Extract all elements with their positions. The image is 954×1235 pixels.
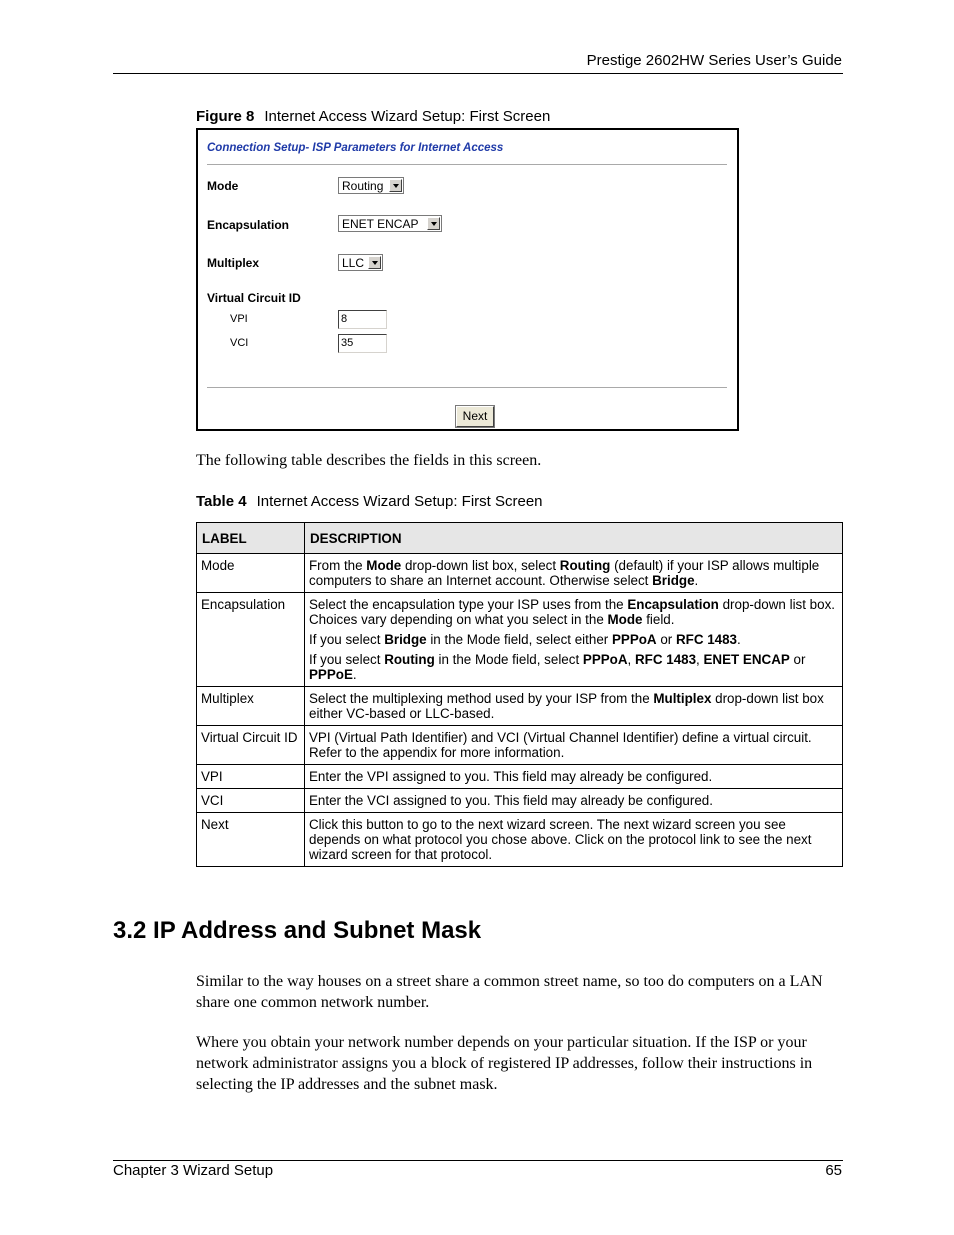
section-paragraph: Where you obtain your network number depends on your particular situation. If the ISP or your network administrator assigns you a block of registered IP addresses, follow their instructions in selecting the IP addresses and the subnet mask.: [196, 1034, 813, 1093]
footer-page-number: 65: [825, 1162, 842, 1179]
text-run: Enter the VPI assigned to you. This field may already be configured.: [309, 769, 713, 784]
text-run: .: [694, 573, 699, 588]
text-run: .: [737, 632, 741, 647]
bold-term: RFC 1483: [635, 652, 697, 667]
virtual-circuit-label: Virtual Circuit ID: [207, 291, 301, 305]
figure-caption-text: Internet Access Wizard Setup: First Screen: [264, 108, 551, 125]
bold-term: Mode: [607, 612, 643, 627]
description-paragraph: [309, 632, 837, 647]
text-run: Click this button to go to the next wizard screen. The next wizard screen you see depends on what protocol you chose above. Click on the protocol link to see the next wizard screen for that protocol.: [309, 817, 812, 862]
figure-caption: [196, 108, 550, 125]
header-rule: [113, 73, 843, 74]
footer-chapter: Chapter 3 Wizard Setup: [113, 1162, 274, 1179]
section-title: 3.2 IP Address and Subnet Mask: [113, 917, 482, 944]
bold-term: Bridge: [652, 573, 695, 588]
row-description: [305, 765, 843, 789]
table-row: [197, 765, 843, 789]
table-row: [197, 593, 843, 687]
mode-label: Mode: [207, 179, 239, 193]
figure-number: Figure 8: [196, 108, 255, 125]
screen-top-rule: [207, 164, 727, 165]
column-header-label: LABEL: [197, 523, 305, 554]
vpi-label: VPI: [230, 313, 248, 325]
chevron-down-icon[interactable]: [389, 179, 402, 192]
multiplex-select-value: LLC: [342, 255, 365, 270]
text-run: drop-down list box, select: [401, 558, 560, 573]
vpi-input[interactable]: 8: [338, 310, 387, 329]
row-description: [305, 687, 843, 726]
row-description: [305, 593, 843, 687]
table-row: [197, 554, 843, 593]
mode-select-value: Routing: [342, 178, 384, 193]
bold-term: PPPoA: [582, 652, 628, 667]
encapsulation-select[interactable]: [338, 215, 442, 232]
text-run: Select the multiplexing method used by your ISP from the: [309, 691, 654, 706]
table-header-row: [197, 523, 843, 554]
text-run: ,: [627, 652, 635, 667]
screen-title: Connection Setup- ISP Parameters for Internet Access: [207, 142, 504, 154]
text-run: VPI (Virtual Path Identifier) and VCI (Virtual Channel Identifier) define a virtual circuit. Refer to the appendix for more information.: [309, 730, 812, 760]
table-intro: The following table describes the fields in this screen.: [196, 452, 542, 469]
description-paragraph: [309, 817, 837, 862]
running-header: Prestige 2602HW Series User’s Guide: [586, 52, 842, 69]
text-run: field.: [642, 612, 675, 627]
text-run: (default) if your ISP allows multiple computers to share an Internet account. Otherwise select: [309, 558, 820, 588]
text-run: ,: [696, 652, 704, 667]
row-label: Virtual Circuit ID: [197, 726, 305, 765]
field-description-table: [196, 522, 843, 867]
row-label: VPI: [197, 765, 305, 789]
table-row: [197, 789, 843, 813]
description-paragraph: [309, 558, 837, 588]
screen-bottom-rule: [207, 387, 727, 388]
description-paragraph: [309, 793, 837, 808]
text-run: drop-down list box. Choices vary depending on what you select in the: [309, 597, 835, 627]
multiplex-select[interactable]: [338, 254, 383, 271]
table-row: [197, 687, 843, 726]
row-label: Mode: [197, 554, 305, 593]
description-paragraph: [309, 691, 837, 721]
text-run: Enter the VCI assigned to you. This field may already be configured.: [309, 793, 713, 808]
bold-term: Routing: [384, 652, 435, 667]
row-label: VCI: [197, 789, 305, 813]
bold-term: Bridge: [384, 632, 427, 647]
row-description: [305, 789, 843, 813]
vci-label: VCI: [230, 337, 249, 349]
description-paragraph: [309, 652, 837, 682]
bold-term: Routing: [559, 558, 611, 573]
text-run: drop-down list box either VC-based or LLC-based.: [309, 691, 824, 721]
bold-term: PPPoE: [309, 667, 353, 682]
next-button[interactable]: Next: [456, 406, 494, 427]
bold-term: ENET ENCAP: [703, 652, 790, 667]
bold-term: Multiplex: [653, 691, 712, 706]
row-description: [305, 726, 843, 765]
mode-select[interactable]: [338, 177, 404, 194]
row-label: Encapsulation: [197, 593, 305, 687]
description-paragraph: [309, 730, 837, 760]
row-description: [305, 813, 843, 867]
bold-term: Encapsulation: [627, 597, 719, 612]
table-body: [197, 554, 843, 867]
wizard-screenshot: [196, 128, 739, 431]
text-run: From the: [309, 558, 367, 573]
encapsulation-select-value: ENET ENCAP: [342, 216, 419, 231]
bold-term: Mode: [366, 558, 402, 573]
chevron-down-icon[interactable]: [368, 256, 381, 269]
text-run: or: [656, 632, 676, 647]
table-number: Table 4: [196, 493, 247, 510]
text-run: If you select: [309, 652, 385, 667]
text-run: Select the encapsulation type your ISP uses from the: [309, 597, 628, 612]
footer-rule: [113, 1160, 843, 1161]
description-paragraph: [309, 769, 837, 784]
text-run: If you select: [309, 632, 385, 647]
encapsulation-label: Encapsulation: [207, 218, 290, 232]
row-label: Multiplex: [197, 687, 305, 726]
column-header-description: DESCRIPTION: [305, 523, 843, 554]
multiplex-label: Multiplex: [207, 256, 260, 270]
description-paragraph: [309, 597, 837, 627]
table-caption: [196, 493, 543, 510]
text-run: in the Mode field, select: [434, 652, 583, 667]
vci-input[interactable]: 35: [338, 334, 387, 353]
chevron-down-icon[interactable]: [427, 217, 440, 230]
bold-term: PPPoA: [611, 632, 657, 647]
row-label: Next: [197, 813, 305, 867]
table-row: [197, 813, 843, 867]
text-run: in the Mode field, select either: [426, 632, 612, 647]
text-run: .: [352, 667, 357, 682]
row-description: [305, 554, 843, 593]
bold-term: RFC 1483: [675, 632, 737, 647]
section-paragraph: Similar to the way houses on a street share a common street name, so too do computers on a LAN share one common network number.: [196, 973, 823, 1011]
text-run: or: [789, 652, 806, 667]
table-row: [197, 726, 843, 765]
table-caption-text: Internet Access Wizard Setup: First Screen: [256, 493, 543, 510]
